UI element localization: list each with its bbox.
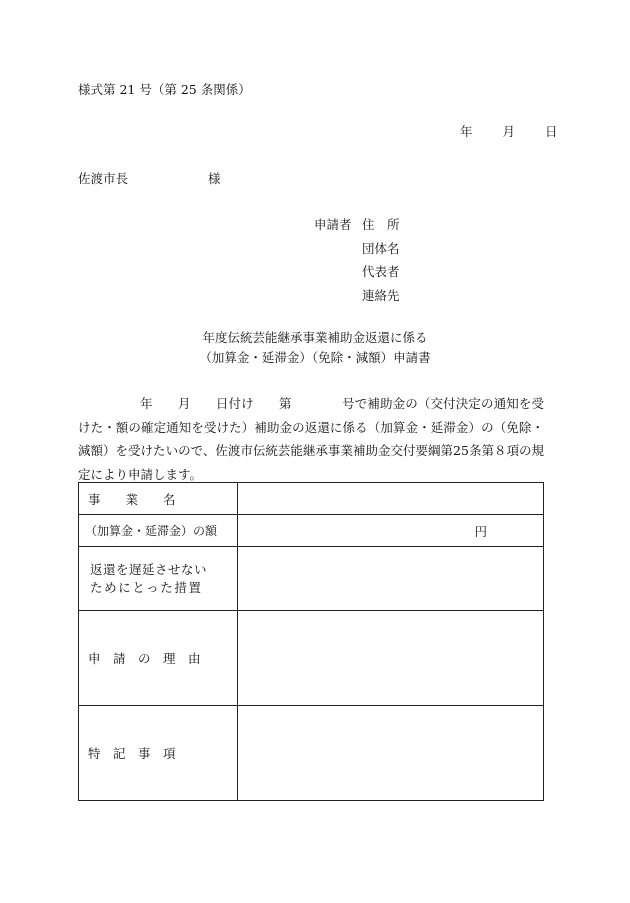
applicant-contact-label: 連絡先 bbox=[362, 288, 400, 303]
table-row-reason bbox=[79, 611, 544, 706]
table-row-measures bbox=[79, 547, 544, 611]
label-reason: 申 請 の 理 由 bbox=[79, 611, 238, 706]
label-amount: （加算金・延滞金）の額 bbox=[79, 515, 238, 547]
field-notes[interactable] bbox=[238, 706, 544, 801]
document-title-line-2: （加算金・延滞金）（免除・減額）申請書 bbox=[199, 350, 431, 365]
field-amount[interactable] bbox=[238, 515, 544, 547]
label-measures-line-1: 返還を遅延させない bbox=[90, 561, 208, 577]
addressee bbox=[78, 169, 221, 187]
amount-unit: 円 bbox=[474, 523, 487, 539]
applicant-representative-label: 代表者 bbox=[362, 264, 400, 279]
field-project-name[interactable] bbox=[238, 483, 544, 515]
application-body-text bbox=[78, 392, 544, 486]
date-day: 日 bbox=[545, 124, 558, 139]
form-number: 様式第 21 号（第 25 条関係） bbox=[78, 82, 251, 97]
label-measures-line-2: ためにとった措置 bbox=[90, 579, 203, 595]
date-year: 年 bbox=[460, 124, 473, 139]
label-measures bbox=[79, 547, 238, 611]
addressee-name: 佐渡市長 bbox=[78, 171, 129, 186]
applicant-address-label: 住 所 bbox=[362, 217, 400, 232]
document-title-line-1: 年度伝統芸能継承事業補助金返還に係る bbox=[202, 330, 428, 345]
date-month: 月 bbox=[502, 124, 516, 139]
label-notes: 特 記 事 項 bbox=[79, 706, 238, 801]
table-row-notes bbox=[79, 706, 544, 801]
field-measures[interactable] bbox=[238, 547, 544, 611]
table-row-project-name bbox=[79, 483, 544, 515]
application-form-table bbox=[78, 482, 544, 801]
addressee-honorific: 様 bbox=[208, 171, 221, 186]
applicant-label: 申請者 bbox=[314, 217, 352, 232]
body-content: 年 月 日付け 第 号で補助金の（交付決定の通知を受けた・額の確定通知を受けた）補助金の返還に係る（加算金・延滞金）の（免除・減額）を受けたいので、佐渡市伝統芸能継承事業補助金交付要綱第25条第８項の規定により申請します。 bbox=[78, 396, 544, 482]
date-line bbox=[460, 122, 558, 140]
applicant-group-label: 団体名 bbox=[362, 241, 400, 256]
label-project-name: 事 業 名 bbox=[79, 483, 238, 515]
field-reason[interactable] bbox=[238, 611, 544, 706]
table-row-amount bbox=[79, 515, 544, 547]
